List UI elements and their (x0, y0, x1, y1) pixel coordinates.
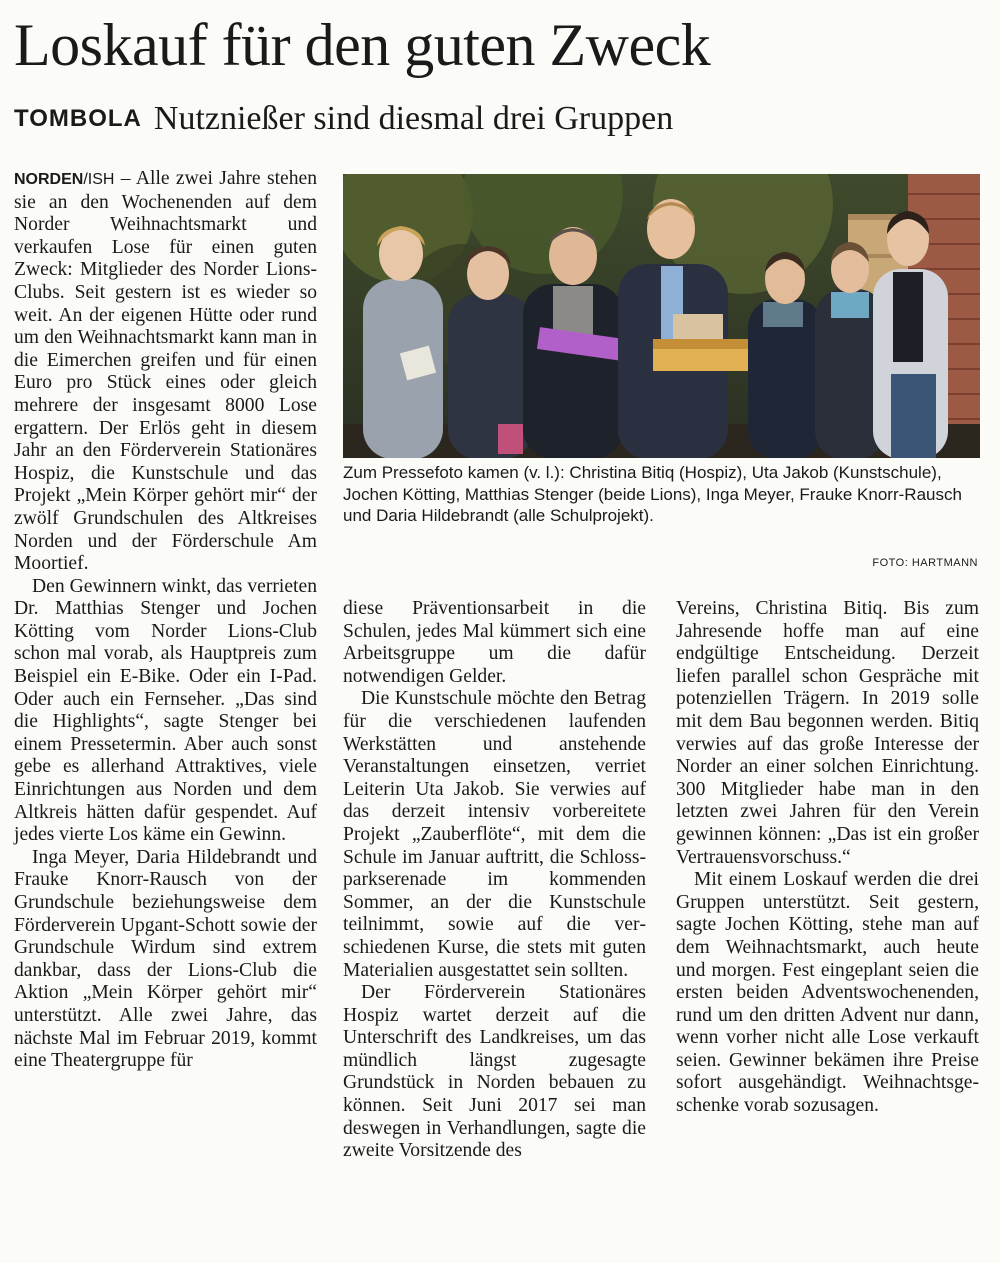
paragraph: Den Gewinnern winkt, das verrieten Dr. Matthias Stenger und Jochen Kötting vom Norder Lions-Club schon mal vorab, als Hauptpreis zum Beispiel ein E-Bike. Oder ein I-Pad. Oder auch ein Fernseher. „Das sind die Highlights“, sagte Stenger bei einem Pressetermin. Aber auch sonst gebe es allerhand Attraktives, viele Einrichtungen aus Norden und dem Altkreis hätten dafür gespendet. Auf jedes vierte Los käme ein Gewinn. (14, 575, 317, 846)
photo-caption: Zum Pressefoto kamen (v. l.): Christina Bitiq (Hospiz), Uta Jakob (Kunstschule), Jochen Kötting, Matthias Stenger (beide Lions), Inga Meyer, Frauke Knorr-Rausch und Daria Hildebrandt (alle Schulprojekt). (343, 463, 962, 525)
column-3 (676, 598, 979, 1118)
photo-credit: FOTO: HARTMANN (872, 557, 978, 569)
paragraph (14, 168, 317, 576)
paragraph: Mit einem Loskauf werden die drei Gruppen unterstützt. Seit gestern, sagte Jochen Kötting, stehe man auf dem Weihnachtsmarkt, auch heute und morgen. Fest eingeplant seien die ersten beiden Adventswochenenden, rund um den dritten Advent nur dann, wenn vorher nicht alle Lose verkauft seien. Gewinner bekämen ihre Preise sofort ausgehändigt. Weihnachtsgeschenke vorab sozusagen. (676, 869, 979, 1117)
paragraph: diese Präventionsarbeit in die Schulen, jedes Mal kümmert sich eine Arbeitsgruppe um die dafür notwendigen Gelder. (343, 598, 646, 687)
press-photo-image (343, 174, 980, 458)
paragraph-text: – Alle zwei Jahre stehen sie an den Wochenenden auf dem Norder Weihnachtsmarkt und verkaufen Lose für einen guten Zweck: Mitglieder des Norder Lions-Clubs. Seit gestern ist es wieder so weit. An der eigenen Hütte oder rund um den Weihnachtsmarkt kann man in die Eimerchen greifen und für einen Euro pro Stück eines oder gleich mehrere der insgesamt 8000 Lose ergattern. Der Erlös geht in diesem Jahr an den Förderverein Stationäres Hospiz, die Kunstschule und das Projekt „Mein Körper gehört mir“ der zwölf Grundschulen des Altkreises Norden und der Förderschule Am Moortief. (14, 168, 317, 575)
dateline: NORDEN (14, 171, 84, 188)
paragraph: Vereins, Christina Bitiq. Bis zum Jahresende hoffe man auf eine endgültige Entscheidung. Derzeit liefen parallel schon Gespräche mit potenziellen Trägern. In 2019 solle mit dem Bau begonnen werden. Bitiq verwies auf das große Interesse der Norder an einer solchen Einrichtung. 300 Mitglieder habe man in den letzten zwei Jahren für den Verein gewinnen können: „Das ist ein großer Vertrauensvorschuss.“ (676, 598, 979, 868)
column-1 (14, 168, 317, 1073)
press-photo (343, 174, 980, 458)
paragraph: Die Kunstschule möchte den Betrag für die verschiedenen laufenden Werkstätten und anstehende Veranstaltungen einsetzen, verriet Leiterin Uta Jakob. Sie verwies auf das derzeit intensiv vorbereitete Projekt „Zauberflöte“, mit dem die Schule im Januar auftritt, die Schlossparkserenade im kommenden Sommer, an der die Kunstschule teilnimmt, sowie auf die verschiedenen Kurse, die stets mit guten Materialien ausgestattet sein sollten. (343, 688, 646, 981)
author-initials: /ISH (83, 171, 115, 188)
kicker: TOMBOLA (14, 105, 142, 132)
article-headline: Loskauf für den guten Zweck (14, 12, 711, 78)
paragraph: Der Förderverein Stationäres Hospiz wartet derzeit auf die Unterschrift des Landkreises, um das mündlich längst zugesagte Grundstück in Norden bebauen zu können. Seit Juni 2017 sei man deswegen in Verhandlungen, sagte die zweite Vorsitzende des (343, 982, 646, 1162)
paragraph: Inga Meyer, Daria Hildebrandt und Frauke Knorr-Rausch von der Grundschule beziehungsweise dem Förderverein Upgant-Schott sowie der Grundschule Wirdum sind extrem dankbar, dass der Lions-Club die Aktion „Mein Körper gehört mir“ unterstützt. Alle zwei Jahre, das nächste Mal im Februar 2019, kommt eine Theatergruppe für (14, 846, 317, 1072)
subline (14, 100, 673, 138)
column-2 (343, 598, 646, 1163)
article-subtitle: Nutznießer sind diesmal drei Gruppen (153, 100, 674, 137)
